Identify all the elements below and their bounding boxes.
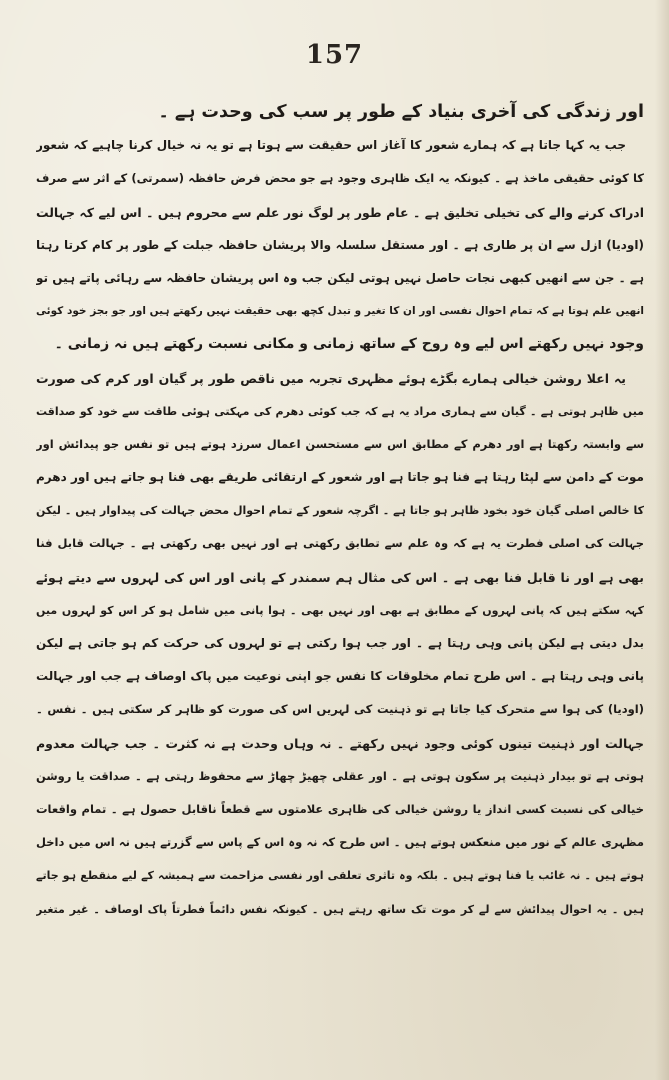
text-line: بھی ہے اور نا قابل فنا بھی ہے ۔ اس کی مثال ہم سمندر کے پانی اور اس کی لہروں سے دیتے ہوئے bbox=[36, 569, 644, 585]
text-line: وجود نہیں رکھتے اس لیے وہ روح کے ساتھ زمانی و مکانی نسبت رکھتے ہیں نہ زمانی ۔ bbox=[54, 336, 644, 353]
text-line: پانی وہی رہتا ہے ۔ اس طرح تمام مخلوقات کا نفس جو اپنی نوعیت میں پاک اوصاف ہے جب اور جہالت bbox=[36, 669, 644, 684]
text-line: بدل دیتی ہے لیکن پانی وہی رہتا ہے ۔ اور جب ہوا رکتی ہے تو لہروں کی حرکت کم ہو جاتی ہے لیکن bbox=[36, 636, 644, 650]
text-line: مظہری عالم کے نور میں منعکس ہوتے ہیں ۔ اس طرح کہ نہ وہ اس کے پاس سے گزرتے ہیں نہ اس میں داخل bbox=[36, 835, 644, 850]
text-line: موت کے دامن سے لپٹا رہتا ہے فنا ہو جاتا ہے اور شعور کے ارتقائی طریقے بھی فنا ہو جاتے ہیں اور دھرم bbox=[36, 470, 644, 485]
text-line: (اودیا) کی ہوا سے متحرک کیا جاتا ہے تو ذہنیت کی لہریں اس کی صورت کو ظاہر کر سکتی ہیں ۔ نفس ۔ bbox=[36, 702, 644, 717]
page-number: 157 bbox=[305, 40, 364, 70]
text-line: ہوتی ہے تو بیدار ذہنیت پر سکون ہوتی ہے ۔ اور عقلی چھیڑ چھاڑ سے محفوظ رہتی ہے ۔ صداقت یا روشن bbox=[36, 768, 644, 783]
page-edge-shadow bbox=[655, 0, 669, 1080]
text-line: اور زندگی کی آخری بنیاد کے طور پر سب کی وحدت ہے ۔ bbox=[158, 102, 644, 122]
page-body-text bbox=[36, 96, 644, 926]
text-line: کا کوئی حقیقی ماخذ ہے ۔ کیونکہ یہ ایک ظاہری وجود ہے جو محض فرض حافظہ (سمرتی) کے اثر سے صرف bbox=[36, 171, 644, 186]
text-line: سے وابستہ رکھتا ہے اور دھرم کے مطابق اس سے مستحسن اعمال سرزد ہوتے ہیں تو نفس جو پیدائش اور bbox=[36, 436, 644, 451]
text-line: ہے ۔ جن سے انھیں کبھی نجات حاصل نہیں ہوتی لیکن جب وہ اس پریشان حافظہ سے رہائی پاتے ہیں تو bbox=[36, 270, 644, 285]
text-line: جہالت کی اصلی فطرت یہ ہے کہ وہ علم سے تطابق رکھتی ہے اور نہیں بھی رکھتی ہے ۔ جہالت قابل فنا bbox=[36, 536, 644, 551]
text-line: کہہ سکتے ہیں کہ پانی لہروں کے مطابق ہے بھی اور نہیں بھی ۔ ہوا پانی میں شامل ہو کر اس کو لہروں میں bbox=[36, 603, 644, 617]
text-line: کا خالص اصلی گیان خود بخود ظاہر ہو جاتا ہے ۔ اگرچہ شعور کے تمام احوال محض جہالت کی پیداوار ہیں ۔ لیکن bbox=[36, 504, 644, 518]
text-line: انھیں علم ہوتا ہے کہ تمام احوال نفسی اور ان کا تغیر و تبدل کچھ بھی حقیقت نہیں رکھتے ہیں اور جو بجز خود کوئی bbox=[36, 305, 644, 318]
text-line: جب یہ کہا جاتا ہے کہ ہمارے شعور کا آغاز اس حقیقت سے ہوتا ہے تو یہ نہ خیال کرنا چاہیے کہ شعور bbox=[36, 138, 626, 153]
text-line: جہالت اور ذہنیت تینوں کوئی وجود نہیں رکھتے ۔ نہ وہاں وحدت ہے نہ کثرت ۔ جب جہالت معدوم bbox=[36, 735, 644, 751]
text-line: ہوتے ہیں ۔ نہ غائب یا فنا ہوتے ہیں ۔ بلکہ وہ تاثری تعلقی اور نفسی مزاحمت سے ہمیشہ کے لیے منقطع ہو جاتے bbox=[36, 869, 644, 883]
text-line: خیالی کی نسبت کسی انداز یا روشن خیالی کی ظاہری علامتوں سے قطعاً ناقابل حصول ہے ۔ تمام واقعات bbox=[36, 801, 644, 816]
text-line: ادراک کرنے والے کی تخیلی تخلیق ہے ۔ عام طور پر لوگ نور علم سے محروم ہیں ۔ اس لیے کہ جہالت bbox=[36, 204, 644, 220]
text-line: میں ظاہر ہوتی ہے ۔ گیان سے ہماری مراد یہ ہے کہ جب کوئی دھرم کی مہکتی ہوئی طاقت سے خود کو صداقت bbox=[36, 404, 644, 418]
text-line: (اودیا) ازل سے ان پر طاری ہے ۔ اور مستقل سلسلہ والا پریشان حافظہ جبلت کے طور پر کام کرتا رہتا bbox=[36, 237, 644, 252]
text-line: ہیں ۔ یہ احوال پیدائش سے لے کر موت تک ساتھ رہتے ہیں ۔ کیونکہ نفس دائماً فطرتاً پاک اوصاف ۔ غیر متغیر bbox=[36, 902, 644, 916]
text-line: یہ اعلا روشن خیالی ہمارے بگڑے ہوئے مظہری تجربہ میں ناقص طور پر گیان اور کرم کی صورت bbox=[36, 370, 626, 386]
